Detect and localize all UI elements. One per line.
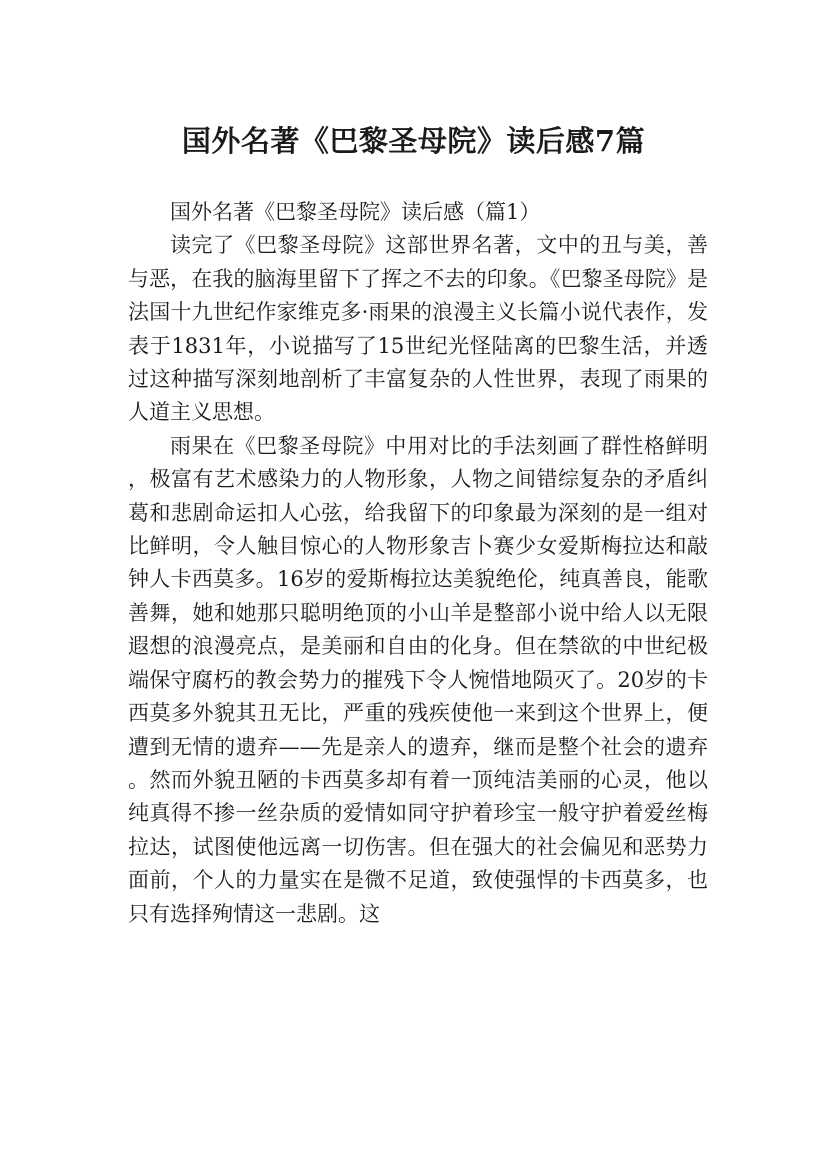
body-paragraph: 读完了《巴黎圣母院》这部世界名著，文中的丑与美，善与恶，在我的脑海里留下了挥之不去的印象。《巴黎圣母院》是法国十九世纪作家维克多·雨果的浪漫主义长篇小说代表作，发表于1831年，小说描写了15世纪光怪陆离的巴黎生活，并透过这种描写深刻地剖析了丰富复杂的人性世界，表现了雨果的人道主义思想。 (128, 233, 708, 425)
body-paragraph: 雨果在《巴黎圣母院》中用对比的手法刻画了群性格鲜明，极富有艺术感染力的人物形象，人物之间错综复杂的矛盾纠葛和悲剧命运扣人心弦，给我留下的印象最为深刻的是一组对比鲜明，令人触目惊心的人物形象吉卜赛少女爱斯梅拉达和敲钟人卡西莫多。16岁的爱斯梅拉达美貌绝伦，纯真善良，能歌善舞，她和她那只聪明绝顶的小山羊是整部小说中给人以无限遐想的浪漫亮点，是美丽和自由的化身。但在禁欲的中世纪极端保守腐朽的教会势力的摧残下令人惋惜地陨灭了。20岁的卡西莫多外貌其丑无比，严重的残疾使他一来到这个世界上，便遭到无情的遗弃——先是亲人的遗弃，继而是整个社会的遗弃。然而外貌丑陋的卡西莫多却有着一顶纯洁美丽的心灵，他以纯真得不掺一丝杂质的爱情如同守护着珍宝一般守护着爱丝梅拉达，试图使他远离一切伤害。但在强大的社会偏见和恶势力面前，个人的力量实在是微不足道，致使强悍的卡西莫多，也只有选择殉情这一悲剧。这 (128, 433, 708, 926)
document-body (128, 196, 708, 931)
section-heading: 国外名著《巴黎圣母院》读后感（篇1） (170, 200, 541, 224)
document-title: 国外名著《巴黎圣母院》读后感7篇 (181, 124, 646, 159)
